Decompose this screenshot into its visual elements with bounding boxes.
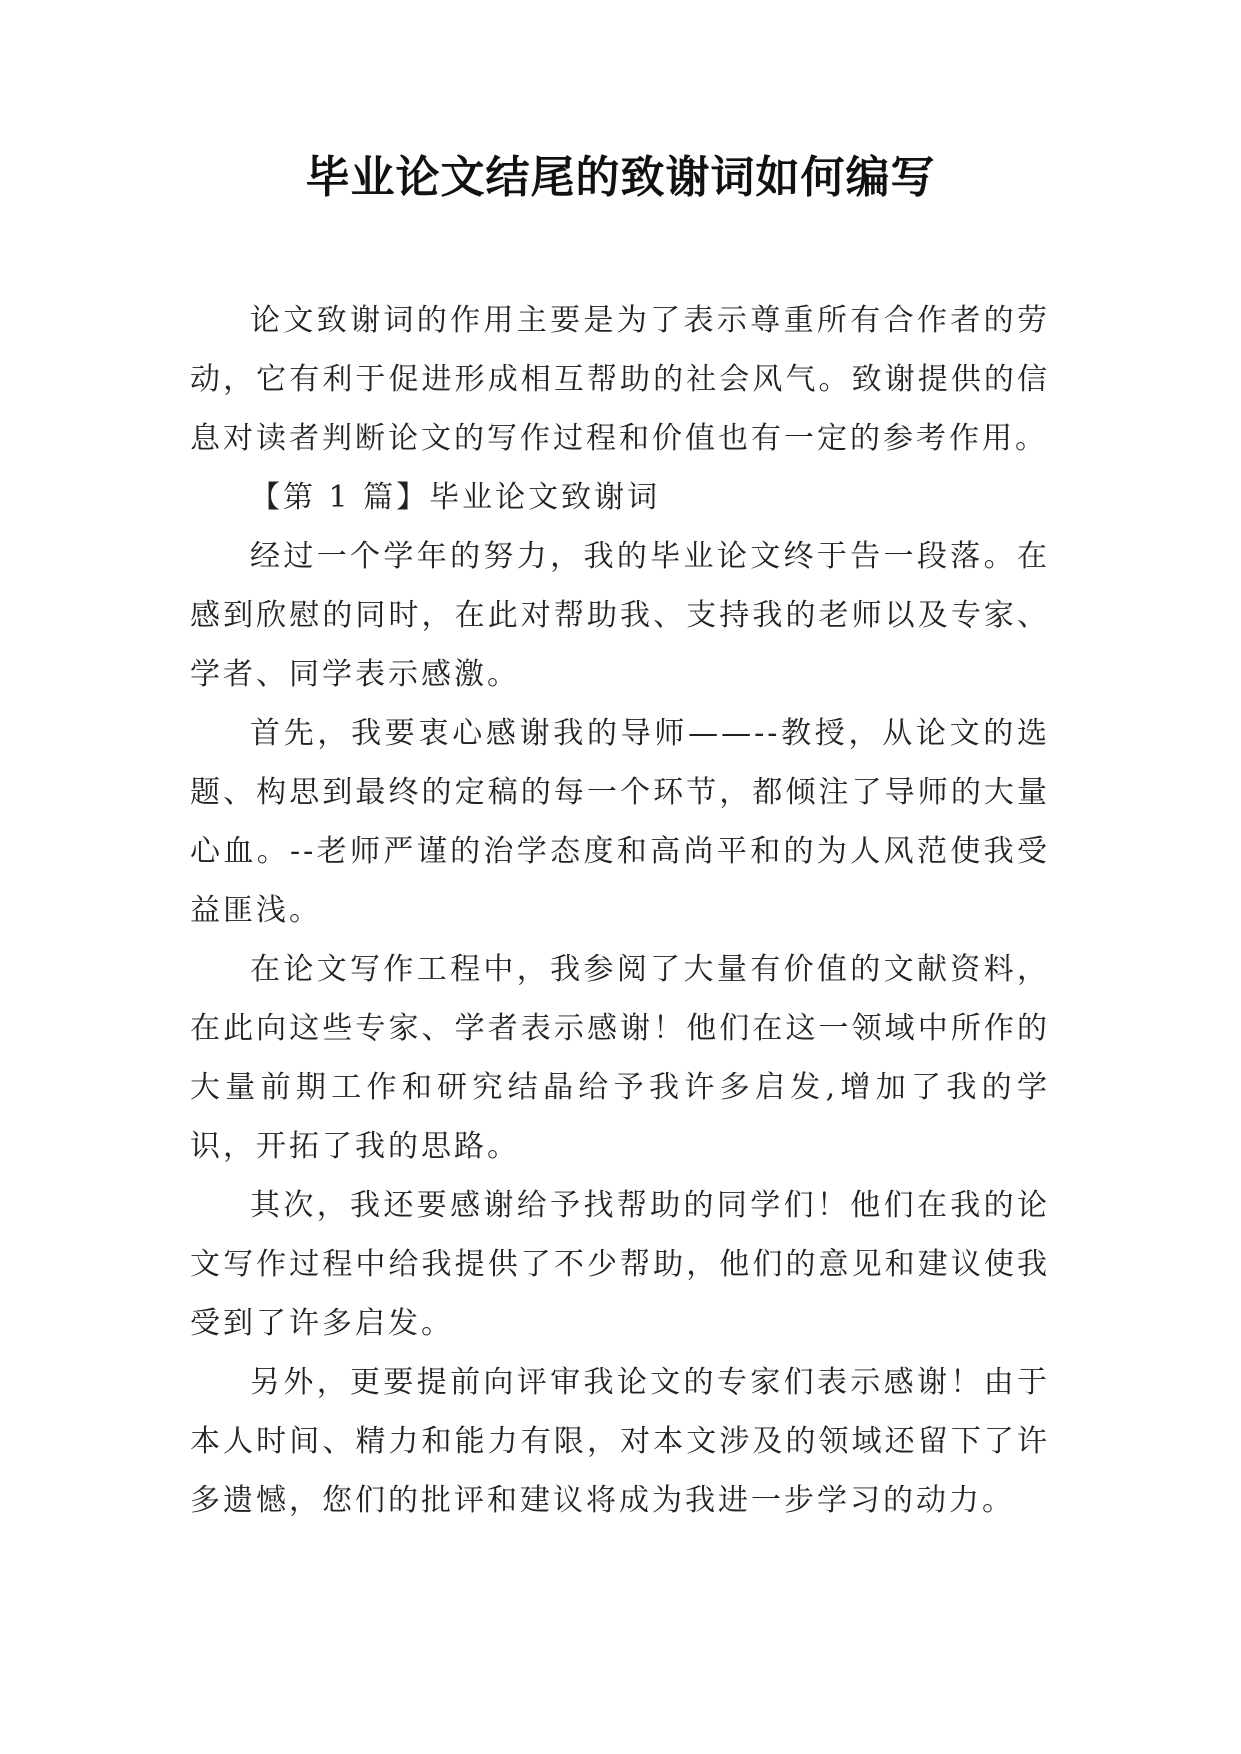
body-paragraph-3: 在论文写作工程中，我参阅了大量有价值的文献资料，在此向这些专家、学者表示感谢！他们在这一领域中所作的大量前期工作和研究结晶给予我许多启发,增加了我的学识，开拓了我的思路。 (190, 952, 1050, 1164)
intro-paragraph: 论文致谢词的作用主要是为了表示尊重所有合作者的劳动，它有利于促进形成相互帮助的社会风气。致谢提供的信息对读者判断论文的写作过程和价值也有一定的参考作用。 (190, 303, 1050, 456)
body-paragraph-5: 另外，更要提前向评审我论文的专家们表示感谢！由于本人时间、精力和能力有限，对本文涉及的领域还留下了许多遗憾，您们的批评和建议将成为我进一步学习的动力。 (190, 1365, 1050, 1518)
body-paragraph-1: 经过一个学年的努力，我的毕业论文终于告一段落。在感到欣慰的同时，在此对帮助我、支持我的老师以及专家、学者、同学表示感激。 (190, 539, 1050, 692)
document-body (190, 291, 1050, 1530)
body-paragraph-2: 首先，我要衷心感谢我的导师——--教授，从论文的选题、构思到最终的定稿的每一个环节，都倾注了导师的大量心血。--老师严谨的治学态度和高尚平和的为人风范使我受益匪浅。 (190, 716, 1050, 928)
body-paragraph-4: 其次，我还要感谢给予找帮助的同学们！他们在我的论文写作过程中给我提供了不少帮助，他们的意见和建议使我受到了许多启发。 (190, 1188, 1050, 1341)
section-heading: 【第 1 篇】毕业论文致谢词 (250, 480, 661, 515)
document-title: 毕业论文结尾的致谢词如何编写 (305, 152, 936, 203)
